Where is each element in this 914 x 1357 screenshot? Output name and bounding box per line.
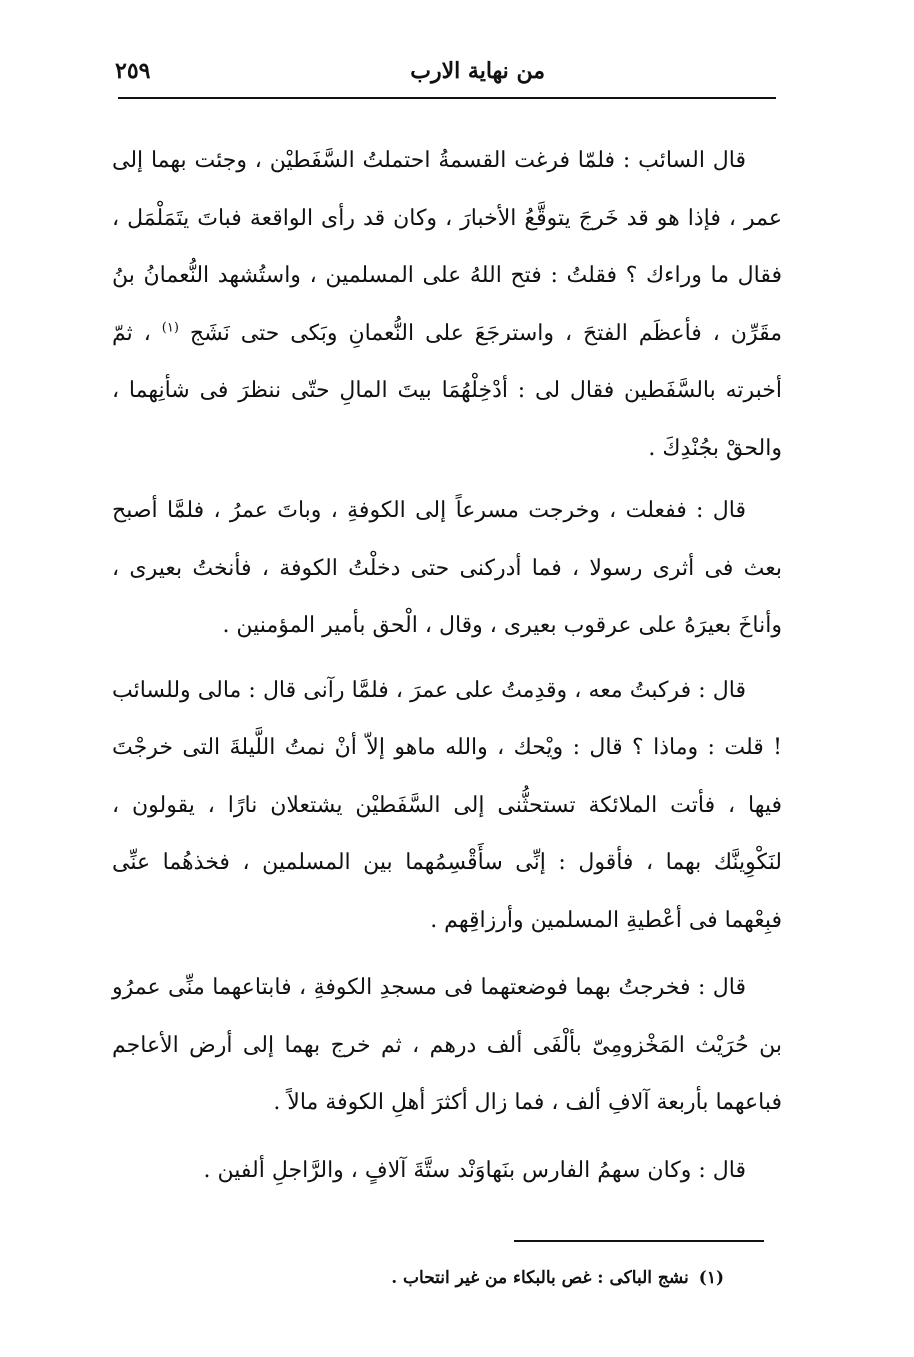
running-head xyxy=(115,58,775,96)
paragraph-5: قال : وكان سهمُ الفارس بنَهاوَنْد ستَّةَ آلافٍ ، والرَّاجلِ ألفين . xyxy=(203,1157,746,1183)
paragraph-1 xyxy=(112,132,782,477)
paragraph-1-text-before-note: قال السائب : فلمّا فرغت القسمةُ احتملتُ السَّفَطيْن ، وجئت بهما إلى عمر ، فإذا هو قد خَرجَ يتوقَّعُ الأخبارَ ، وكان قد رأى الواقعة فباتَ يتَمَلْمَل ، فقال ما وراءك ؟ فقلتُ : فتح اللهُ على المسلمين ، واستُشهد النُّعمانُ بنُ مقَرِّن ، فأعظَم الفتحَ ، واسترجَعَ على النُّعمانِ وبَكى حتى نَشَج xyxy=(112,148,782,346)
footnote xyxy=(164,1264,724,1292)
header-rule xyxy=(118,97,776,99)
paragraph-4: قال : فخرجتُ بهما فوضعتهما فى مسجدِ الكوفةِ ، فابتاعهما منِّى عمرُو بن حُرَيْث المَخْزومِىّ بألْفَى ألف درهم ، ثم خرج بهما إلى أرض الأعاجم فباعهما بأربعة آلافِ ألف ، فما زال أكثرَ أهلِ الكوفة مالاً . xyxy=(112,975,782,1115)
footnote-rule xyxy=(514,1240,764,1242)
running-title: من نهاية الارب xyxy=(410,58,545,84)
footnote-marker: (١) xyxy=(698,1268,724,1288)
footnote-reference[interactable]: (١) xyxy=(161,320,179,336)
main-text xyxy=(112,132,782,1199)
paragraph-3: قال : فركبتُ معه ، وقدِمتُ على عمرَ ، فلمَّا رآنى قال : مالى وللسائب ! قلت : وماذا ؟ قال : ويْحك ، والله ماهو إلاّ أنْ نمتُ اللَّيلةَ التى خرجْتَ فيها ، فأتت الملائكة تستحثُّنى إلى السَّفَطيْن يشتعلان نارًا ، يقولون ، لنَكْوِينَّك بهما ، فأقول : إنِّى سأَقْسِمُهما بين المسلمين ، فخذهُما عنِّى فبِعْهما فى أعْطيةِ المسلمين وأرزاقِهم . xyxy=(112,677,782,933)
page-number: ٢٥٩ xyxy=(115,58,151,84)
footnote-text: نشج الباكى : غص بالبكاء من غير انتحاب . xyxy=(391,1268,689,1288)
paragraph-1-text-after-note: ، ثمّ أخبرته بالسَّفَطين فقال لى : أدْخِلْهُمَا بيتَ المالِ حتّى ننظرَ فى شأنِهما ، والحقْ بجُنْدِكَ . xyxy=(112,320,782,461)
paragraph-2: قال : ففعلت ، وخرجت مسرعاً إلى الكوفةِ ، وباتَ عمرُ ، فلمَّا أصبح بعث فى أثرى رسولا ، فما أدركنى حتى دخلْتُ الكوفة ، فأنختُ بعيرى ، وأناخَ بعيرَهُ على عرقوب بعيرى ، وقال ، الْحق بأمير المؤمنين . xyxy=(112,498,782,638)
